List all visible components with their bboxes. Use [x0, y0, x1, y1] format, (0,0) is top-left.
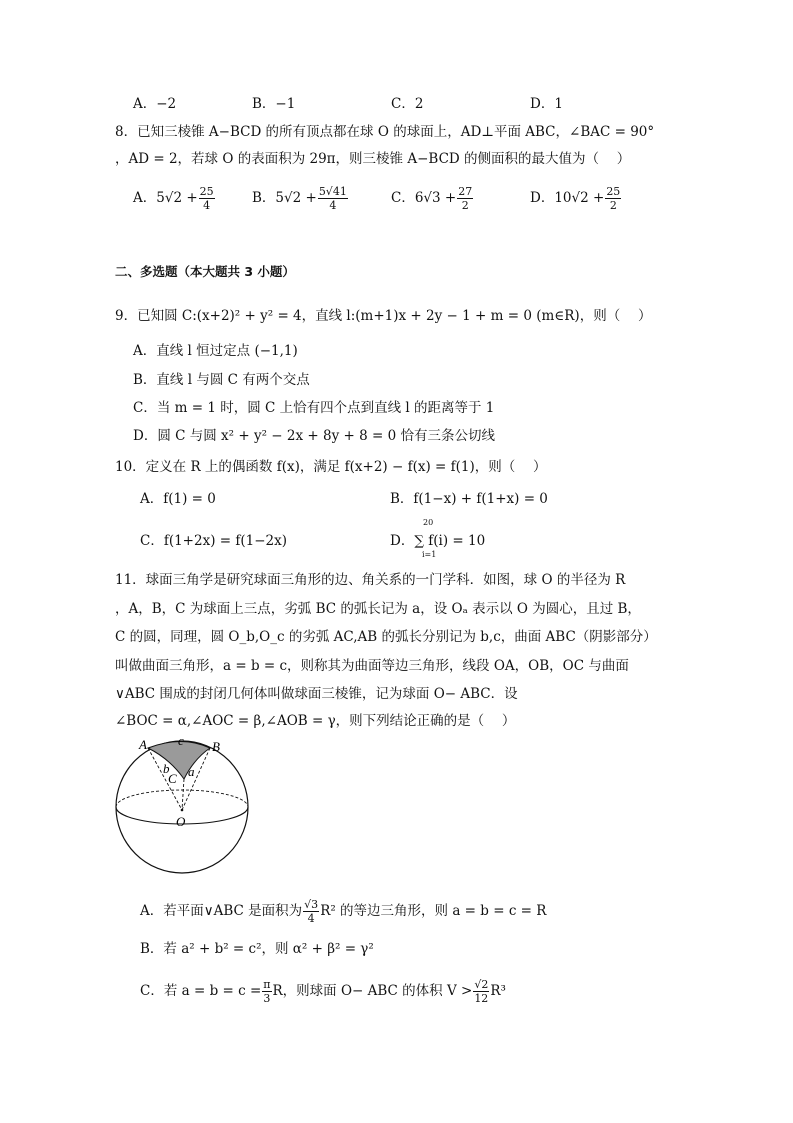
fraction: $\frac{√2}{12}$	[474, 978, 489, 1005]
fraction: $\frac{\pi}{3}$	[263, 978, 271, 1005]
q8-choice-c: C．6√3 + $\frac{27}{2}$	[391, 185, 473, 212]
fraction: $\frac{25}{2}$	[606, 185, 621, 212]
q11-line1: 11．球面三角学是研究球面三角形的边、角关系的一门学科．如图，球 O 的半径为 R	[115, 572, 626, 588]
fraction: $\frac{25}{4}$	[199, 185, 214, 212]
label-O: O	[176, 814, 186, 829]
q11-line5: ∨ABC 围成的封闭几何体叫做球面三棱锥，记为球面 O− ABC．设	[115, 686, 518, 702]
q7-choice-c: C．2	[391, 96, 424, 112]
q11-line6: ∠BOC = α,∠AOC = β,∠AOB = γ，则下列结论正确的是（ ）	[115, 713, 516, 729]
label-c: c	[178, 735, 184, 748]
q9-option-d: D．圆 C 与圆 x² + y² − 2x + 8y + 8 = 0 恰有三条公切线	[133, 428, 495, 444]
q9-option-c: C．当 m = 1 时，圆 C 上恰有四个点到直线 l 的距离等于 1	[133, 400, 495, 416]
q9-option-a: A．直线 l 恒过定点 (−1,1)	[133, 343, 298, 359]
spherical-triangle-figure	[112, 735, 252, 878]
q10-option-d: D．∑ f(i) = 10	[390, 533, 486, 549]
q11-option-a: A．若平面∨ABC 是面积为 $\frac{√3}{4}$ R² 的等边三角形，则 a = b = c = R	[140, 898, 547, 925]
center-point	[181, 809, 184, 812]
sum-upper-limit: 20	[423, 518, 434, 527]
q7-choice-d: D．1	[530, 96, 563, 112]
q11-option-b: B．若 a² + b² = c²，则 α² + β² = γ²	[140, 941, 374, 957]
fraction: $\frac{5√41}{4}$	[318, 185, 347, 212]
section-heading: 二、多选题（本大题共 3 小题）	[115, 264, 295, 279]
q11-line3: C 的圆，同理，圆 O_b,O_c 的劣弧 AC,AB 的弧长分别记为 b,c，曲面 ABC（阴影部分）	[115, 629, 657, 645]
q8-stem-line2: ，AD = 2，若球 O 的表面积为 29π，则三棱锥 A−BCD 的侧面积的最大值为（ ）	[115, 151, 631, 167]
q7-choice-b: B．−1	[252, 96, 296, 112]
q9-option-b: B．直线 l 与圆 C 有两个交点	[133, 372, 310, 388]
q7-choice-a: A．−2	[133, 96, 177, 112]
fraction: $\frac{27}{2}$	[458, 185, 473, 212]
segment-OC	[182, 779, 184, 810]
label-A: A	[139, 737, 147, 752]
label-B: B	[212, 739, 220, 754]
q11-line2: ，A，B，C 为球面上三点，劣弧 BC 的弧长记为 a，设 Oₐ 表示以 O 为圆心，且过 B，	[115, 601, 641, 617]
q8-choice-b: B．5√2 + $\frac{5√41}{4}$	[252, 185, 347, 212]
q11-option-c: C．若 a = b = c = $\frac{\pi}{3}$ R，则球面 O− ABC 的体积 V > $\frac{√2}{12}$ R³	[140, 978, 506, 1005]
label-C: C	[168, 771, 177, 786]
q10-option-c: C．f(1+2x) = f(1−2x)	[140, 533, 287, 549]
sum-lower-limit: i=1	[422, 550, 437, 559]
q11-line4: 叫做曲面三角形，a = b = c，则称其为曲面等边三角形，线段 OA，OB，OC 与曲面	[115, 658, 629, 674]
q8-choice-a: A．5√2 + $\frac{25}{4}$	[133, 185, 214, 212]
label-b: b	[163, 761, 170, 776]
q8-stem-line1: 8．已知三棱锥 A−BCD 的所有顶点都在球 O 的球面上，AD⊥平面 ABC，∠BAC = 90°	[115, 124, 655, 140]
fraction: $\frac{√3}{4}$	[304, 898, 319, 925]
q8-choice-d: D．10√2 + $\frac{25}{2}$	[530, 185, 621, 212]
q10-option-b: B．f(1−x) + f(1+x) = 0	[390, 491, 548, 507]
q10-stem: 10．定义在 R 上的偶函数 f(x)，满足 f(x+2) − f(x) = f(1)，则（ ）	[115, 459, 547, 475]
q10-option-a: A．f(1) = 0	[140, 491, 216, 507]
label-a: a	[188, 764, 195, 779]
q9-stem: 9．已知圆 C:(x+2)² + y² = 4，直线 l:(m+1)x + 2y − 1 + m = 0 (m∈R)，则（ ）	[115, 308, 652, 324]
